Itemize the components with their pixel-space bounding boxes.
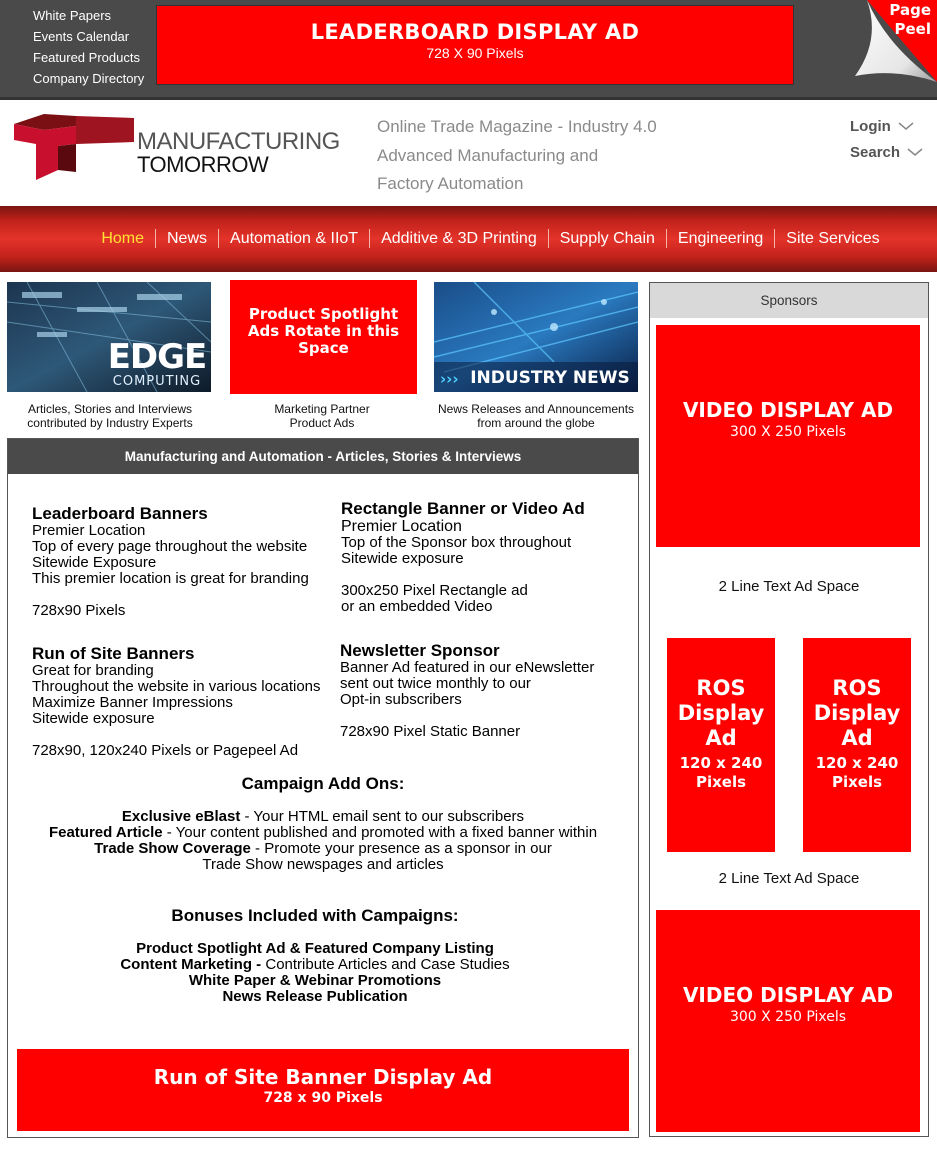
addon-tradeshow-line-2: Trade Show newspages and articles (202, 856, 444, 873)
nav-item-additive[interactable]: Additive & 3D Printing (369, 229, 548, 248)
edge-caption (0, 402, 220, 430)
spot-ad-line-2: Ads Rotate in this (247, 322, 400, 340)
product-spotlight-ad[interactable] (230, 280, 417, 394)
addon-eblast-desc: - Your HTML email sent to our subscribers (240, 808, 525, 825)
logo-text-line1: MANUFACTURING (137, 128, 340, 155)
video-ad-size: 300 X 250 Pixels (729, 1009, 847, 1025)
spot-ad-line-3: Space (298, 339, 349, 357)
addon-eblast: Exclusive eBlast (121, 808, 241, 825)
nav-item-news[interactable]: News (155, 229, 218, 248)
addons-title: Campaign Add Ons: (241, 774, 405, 793)
video-ad-title: VIDEO DISPLAY AD (682, 983, 894, 1007)
login-label: Login (850, 117, 891, 135)
spotlight-caption (212, 402, 432, 430)
chevron-down-icon (898, 121, 914, 131)
leaderboard-title: Leaderboard Banners (32, 504, 208, 523)
rectangle-line-3: Sitewide exposure (341, 550, 464, 567)
bonus-whitepaper: White Paper & Webinar Promotions (188, 972, 442, 989)
edge-title: EDGE (107, 337, 207, 377)
news-caption (426, 402, 646, 430)
ros-ad-size-1: 120 x 240 (679, 754, 763, 772)
ros-section (32, 645, 321, 759)
news-caption-line-2: from around the globe (477, 416, 595, 430)
ros-ad-size-2: Pixels (695, 773, 747, 791)
ros-line-1: Great for branding (32, 662, 154, 679)
peel-line-1: Page (889, 1, 931, 19)
rectangle-size-2: or an embedded Video (341, 598, 493, 615)
top-bar-divider (0, 97, 937, 100)
ros-ad-line-1: ROS (832, 676, 882, 700)
ros-line-2: Throughout the website in various locations (32, 678, 321, 695)
page-peel-ad[interactable] (847, 0, 937, 82)
peel-line-2: Peel (894, 20, 931, 38)
bonus-news-release: News Release Publication (222, 988, 408, 1005)
ros-size: 728x90, 120x240 Pixels or Pagepeel Ad (32, 742, 299, 759)
ros-title: Run of Site Banners (32, 644, 195, 663)
nav-item-supply-chain[interactable]: Supply Chain (548, 229, 666, 248)
header-menu (850, 113, 923, 165)
edge-computing-image[interactable] (7, 282, 211, 392)
site-tagline (377, 113, 677, 199)
chevrons-icon: ››› (440, 370, 459, 388)
newsletter-line-3: Opt-in subscribers (340, 691, 462, 708)
leaderboard-line-2: Top of every page throughout the website (32, 538, 308, 555)
addon-article-desc: - Your content published and promoted with a fixed banner within (162, 824, 598, 841)
ros-display-ad-right[interactable] (803, 638, 911, 852)
newsletter-line-1: Banner Ad featured in our eNewsletter (340, 659, 595, 676)
news-caption-line-1: News Releases and Announcements (437, 402, 635, 416)
top-bar (0, 0, 937, 99)
top-link-events-calendar[interactable]: Events Calendar (33, 29, 130, 44)
newsletter-line-2: sent out twice monthly to our (340, 675, 531, 692)
rectangle-title: Rectangle Banner or Video Ad (341, 499, 585, 518)
rectangle-line-1: Premier Location (341, 518, 462, 535)
search-menu[interactable] (850, 139, 923, 165)
top-link-white-papers[interactable]: White Papers (33, 8, 112, 23)
video-display-ad-bottom[interactable] (656, 910, 920, 1132)
leaderboard-ad-size: 728 X 90 Pixels (426, 45, 524, 61)
edge-caption-line-2: contributed by Industry Experts (27, 416, 193, 430)
ros-line-4: Sitewide exposure (32, 710, 155, 727)
ros-ad-line-2: Display (677, 701, 765, 725)
ros-ad-size-2: Pixels (831, 773, 883, 791)
tagline-line-3: Factory Automation (377, 174, 524, 193)
ros-display-ad-left[interactable] (667, 638, 775, 852)
newsletter-section (340, 642, 594, 740)
ros-line-3: Maximize Banner Impressions (32, 694, 233, 711)
ros-ad-line-3: Ad (841, 726, 873, 750)
nav-item-automation[interactable]: Automation & IIoT (218, 229, 369, 248)
nav-item-home[interactable]: Home (101, 230, 144, 247)
main-nav (0, 206, 937, 272)
main-content (7, 438, 639, 1138)
edge-caption-line-1: Articles, Stories and Interviews (27, 402, 193, 416)
sponsors-sidebar (649, 282, 929, 1137)
campaign-addons (8, 775, 638, 873)
addon-trade-show: Trade Show Coverage (94, 840, 251, 857)
top-link-featured-products[interactable]: Featured Products (33, 50, 140, 65)
rectangle-size-1: 300x250 Pixel Rectangle ad (341, 582, 528, 599)
text-ad-space-1[interactable]: 2 Line Text Ad Space (718, 578, 860, 595)
leaderboard-section (32, 505, 309, 619)
industry-news-title: INDUSTRY NEWS (470, 368, 630, 388)
spot-caption-line-1: Marketing Partner (274, 402, 370, 416)
campaign-bonuses (0, 907, 630, 1005)
top-link-company-directory[interactable]: Company Directory (33, 71, 145, 86)
leaderboard-size: 728x90 Pixels (32, 602, 126, 619)
ros-ad-size-1: 120 x 240 (815, 754, 899, 772)
leaderboard-line-4: This premier location is great for branding (32, 570, 309, 587)
bonus-content-marketing: Content Marketing - (120, 956, 262, 973)
sponsors-heading: Sponsors (650, 283, 928, 318)
video-display-ad-top[interactable] (656, 325, 920, 547)
ros-ad-line-3: Ad (705, 726, 737, 750)
ros-ad-line-2: Display (813, 701, 901, 725)
spot-caption-line-2: Product Ads (289, 416, 355, 430)
ros-banner-size: 728 x 90 Pixels (263, 1090, 383, 1106)
search-label: Search (850, 143, 901, 161)
text-ad-space-2[interactable]: 2 Line Text Ad Space (718, 870, 860, 887)
ros-ad-line-1: ROS (696, 676, 746, 700)
edge-subtitle: COMPUTING (112, 374, 202, 389)
main-heading: Manufacturing and Automation - Articles, Stories & Interviews (8, 439, 638, 474)
logo-text-line2: TOMORROW (137, 152, 269, 177)
chevron-down-icon (907, 147, 923, 157)
ros-banner-ad[interactable] (17, 1049, 629, 1131)
addon-tradeshow-desc: - Promote your presence as a sponsor in our (250, 840, 552, 857)
leaderboard-line-3: Sitewide Exposure (32, 554, 157, 571)
login-menu[interactable] (850, 113, 923, 139)
rectangle-line-2: Top of the Sponsor box throughout (341, 534, 572, 551)
top-links (33, 5, 144, 89)
bonus-spotlight: Product Spotlight Ad & Featured Company Listing (136, 940, 494, 957)
newsletter-size: 728x90 Pixel Static Banner (340, 723, 521, 740)
leaderboard-ad[interactable] (156, 5, 794, 85)
leaderboard-ad-title: LEADERBOARD DISPLAY AD (310, 20, 640, 44)
bonus-content-desc: Contribute Articles and Case Studies (261, 956, 510, 973)
addon-featured-article: Featured Article (48, 824, 163, 841)
nav-item-site-services[interactable]: Site Services (774, 229, 890, 248)
newsletter-title: Newsletter Sponsor (340, 641, 500, 660)
spot-ad-line-1: Product Spotlight (248, 305, 399, 323)
video-ad-size: 300 X 250 Pixels (729, 424, 847, 440)
leaderboard-line-1: Premier Location (32, 522, 146, 539)
rectangle-section (341, 500, 585, 615)
tagline-line-1: Online Trade Magazine - Industry 4.0 (377, 117, 657, 136)
nav-item-engineering[interactable]: Engineering (666, 229, 774, 248)
ros-banner-title: Run of Site Banner Display Ad (153, 1065, 493, 1089)
tagline-line-2: Advanced Manufacturing and (377, 145, 599, 165)
bonuses-title: Bonuses Included with Campaigns: (171, 906, 459, 925)
industry-news-image[interactable] (434, 282, 638, 392)
video-ad-title: VIDEO DISPLAY AD (682, 398, 894, 422)
